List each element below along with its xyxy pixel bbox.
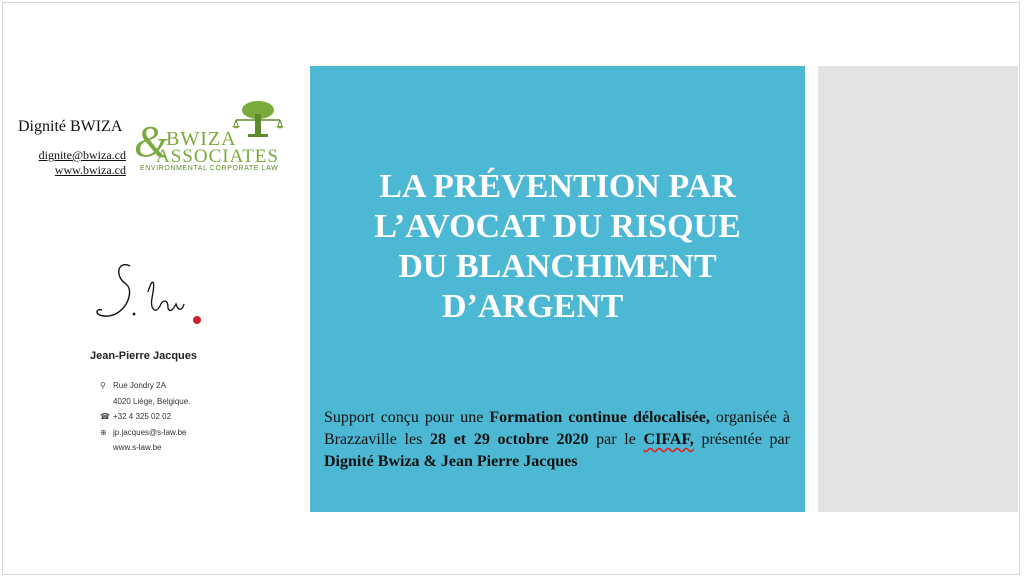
author-name: Dignité BWIZA	[18, 118, 123, 135]
contact-panel	[0, 0, 300, 579]
bwiza-associates-logo	[134, 98, 294, 176]
logo-bwiza-text: BWIZA	[166, 128, 237, 150]
subtitle-text-2: organisée à Brazzaville les	[324, 409, 790, 448]
subtitle-bold-training: Formation continue délocalisée,	[489, 409, 710, 426]
slide-subtitle	[324, 407, 790, 473]
jp-address-line2: 4020 Liège, Belgique.	[113, 397, 191, 406]
subtitle-bold-cifaf: CIFAF,	[643, 431, 694, 448]
slide-title-line-3: DU BLANCHIMENT	[398, 248, 717, 285]
logo-ampersand: &	[134, 117, 169, 166]
subtitle-text-1: Support conçu pour une	[324, 409, 490, 426]
tree-scales-icon	[228, 98, 288, 138]
author-website-link[interactable]: www.bwiza.cd	[54, 163, 126, 177]
author-email-link[interactable]: dignite@bwiza.cd	[38, 148, 126, 162]
subtitle-bold-dates: 28 et 29 octobre 2020	[430, 431, 589, 448]
subtitle-text-3: par le	[588, 431, 644, 448]
jp-website-link[interactable]: www.s-law.be	[113, 443, 162, 452]
logo-tagline: ENVIRONMENTAL CORPORATE LAW	[140, 165, 279, 172]
signature-red-dot	[193, 316, 201, 324]
subtitle-text-4: présentée par	[693, 431, 790, 448]
globe-icon: ⊕	[100, 428, 107, 437]
jp-name: Jean-Pierre Jacques	[90, 350, 198, 362]
slide-title-line-1: LA PRÉVENTION PAR	[379, 168, 736, 205]
jp-address-line1: Rue Jondry 2A	[113, 381, 166, 390]
slide-title-line-2: L’AVOCAT DU RISQUE	[374, 208, 741, 245]
subtitle-bold-presenters: Dignité Bwiza & Jean Pierre Jacques	[324, 453, 578, 470]
phone-icon: ☎	[100, 412, 110, 421]
slide-title	[310, 167, 805, 327]
slide-title-line-4: D’ARGENT	[442, 288, 624, 325]
location-pin-icon: ⚲	[100, 381, 106, 390]
logo-associates-text: ASSOCIATES	[156, 146, 279, 167]
s-law-signature-logo	[90, 258, 210, 328]
title-slide	[310, 66, 805, 512]
next-slide-preview[interactable]	[818, 66, 1018, 512]
jp-phone: +32 4 325 02 02	[113, 412, 172, 421]
jp-email-link[interactable]: jp.jacques@s-law.be	[113, 428, 187, 437]
